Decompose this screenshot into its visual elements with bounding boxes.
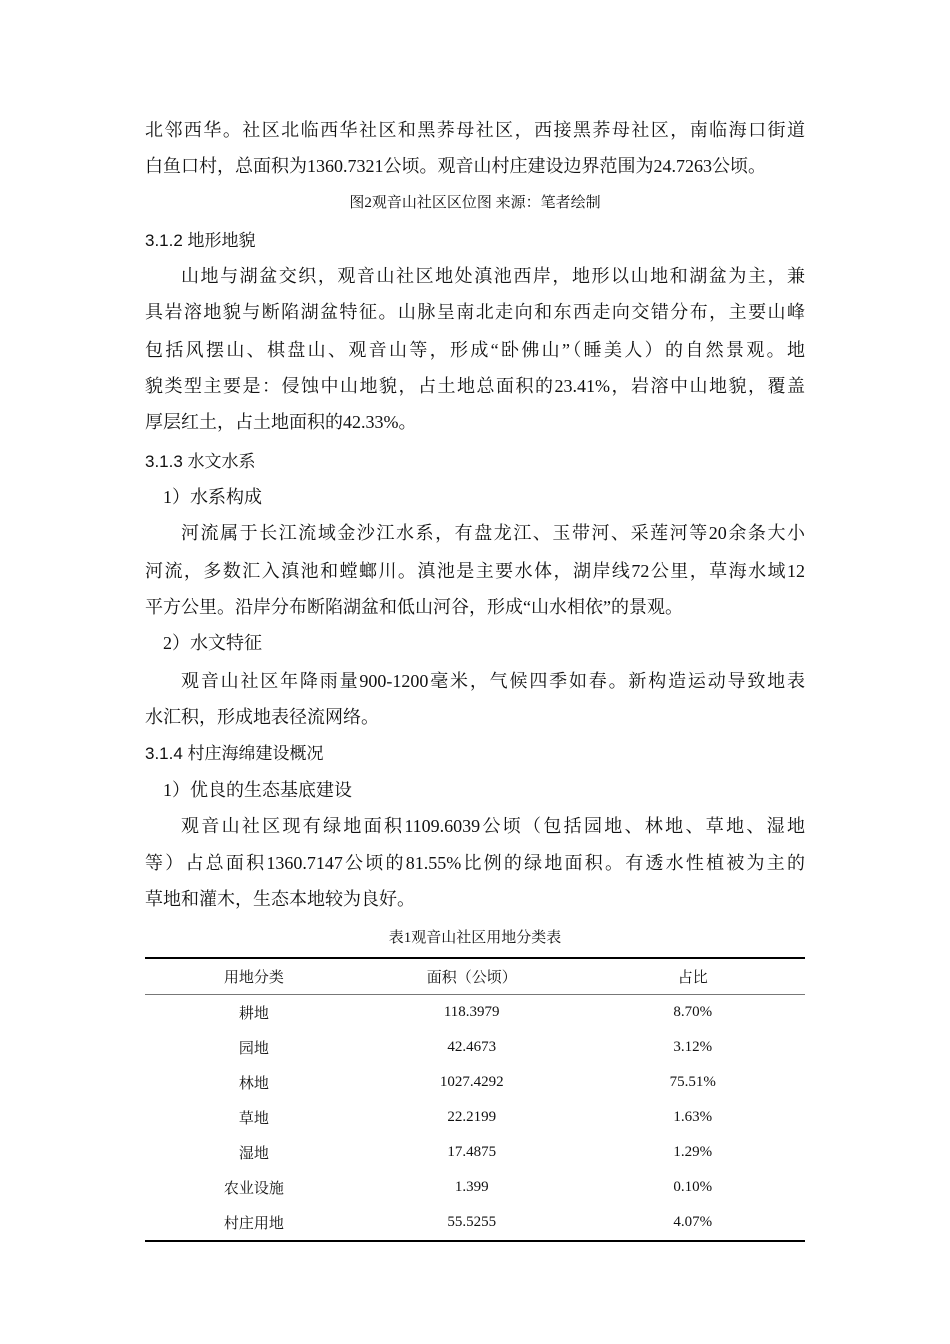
table-cell: 4.07% — [673, 1214, 713, 1230]
text-line: 包括风摆山、棋盘山、观音山等，形成“卧佛山”（睡美人）的自然景观。地 — [145, 340, 805, 360]
table-cell: 1027.4292 — [439, 1074, 504, 1090]
table-cell: 湿地 — [238, 1146, 269, 1162]
text-line: 草地和灌木，生态本地较为良好。 — [145, 889, 415, 909]
table-cell: 农业设施 — [223, 1181, 284, 1197]
table-row — [145, 1100, 805, 1135]
text-line: 北邻西华。社区北临西华社区和黑荞母社区，西接黑荞母社区，南临海口街道 — [145, 120, 805, 140]
subheading: 1）优良的生态基底建设 — [163, 780, 352, 800]
table-cell: 林地 — [238, 1076, 269, 1092]
text-line: 观音山社区现有绿地面积1109.6039公顷（包括园地、林地、草地、湿地 — [181, 816, 805, 836]
table-row — [145, 1205, 805, 1241]
table-cell: 0.10% — [673, 1179, 713, 1195]
column-header: 面积（公顷） — [363, 958, 581, 995]
table-row — [145, 1065, 805, 1100]
table-cell: 1.29% — [673, 1144, 713, 1160]
table-row — [145, 1135, 805, 1170]
subheading: 2）水文特征 — [163, 633, 262, 653]
table-cell: 55.5255 — [447, 1214, 497, 1230]
text-line: 山地与湖盆交织，观音山社区地处滇池西岸，地形以山地和湖盆为主，兼 — [181, 266, 805, 286]
figure-caption: 图2观音山社区区位图 来源：笔者绘制 — [349, 195, 601, 211]
table-cell: 草地 — [238, 1111, 269, 1127]
text-line: 观音山社区年降雨量900-1200毫米，气候四季如春。新构造运动导致地表 — [181, 671, 805, 691]
table-cell: 22.2199 — [447, 1109, 497, 1125]
table-cell: 75.51% — [669, 1074, 716, 1090]
table-cell: 耕地 — [238, 1006, 269, 1022]
text-line: 河流，多数汇入滇池和螳螂川。滇池是主要水体，湖岸线72公里，草海水域12 — [145, 561, 805, 581]
table-cell: 1.63% — [673, 1109, 713, 1125]
text-line: 白鱼口村，总面积为1360.7321公顷。观音山村庄建设边界范围为24.7263公顷。 — [145, 156, 766, 176]
table-cell: 村庄用地 — [223, 1216, 284, 1232]
text-line: 水汇积，形成地表径流网络。 — [145, 707, 379, 727]
text-line: 等）占总面积1360.7147公顷的81.55%比例的绿地面积。有透水性植被为主的 — [145, 853, 805, 873]
table-cell: 1.399 — [454, 1179, 489, 1195]
table-row — [145, 1170, 805, 1205]
section-heading-314: 3.1.4 村庄海绵建设概况 — [145, 744, 324, 763]
table-cell: 17.4875 — [447, 1144, 497, 1160]
table-cell: 园地 — [238, 1041, 269, 1057]
text-line: 平方公里。沿岸分布断陷湖盆和低山河谷，形成“山水相依”的景观。 — [145, 597, 683, 617]
text-line: 貌类型主要是：侵蚀中山地貌，占土地总面积的23.41%，岩溶中山地貌，覆盖 — [145, 376, 805, 396]
column-header: 占比 — [581, 958, 805, 995]
table-row — [145, 995, 805, 1031]
column-header: 用地分类 — [145, 958, 363, 995]
table-cell: 3.12% — [673, 1039, 713, 1055]
text-line: 具岩溶地貌与断陷湖盆特征。山脉呈南北走向和东西走向交错分布，主要山峰 — [145, 302, 805, 322]
land-use-table — [145, 957, 805, 1242]
table-cell: 8.70% — [673, 1004, 713, 1020]
section-heading-312: 3.1.2 地形地貌 — [145, 231, 256, 250]
subheading: 1）水系构成 — [163, 487, 262, 507]
text-line: 厚层红土，占土地面积的42.33%。 — [145, 412, 417, 432]
text-line: 河流属于长江流域金沙江水系，有盘龙江、玉带河、采莲河等20余条大小 — [181, 523, 805, 543]
table-header-row — [145, 958, 805, 995]
table-cell: 118.3979 — [443, 1004, 500, 1020]
table-caption: 表1观音山社区用地分类表 — [388, 930, 562, 946]
table-cell: 42.4673 — [447, 1039, 497, 1055]
section-heading-313: 3.1.3 水文水系 — [145, 452, 256, 471]
table-row — [145, 1030, 805, 1065]
